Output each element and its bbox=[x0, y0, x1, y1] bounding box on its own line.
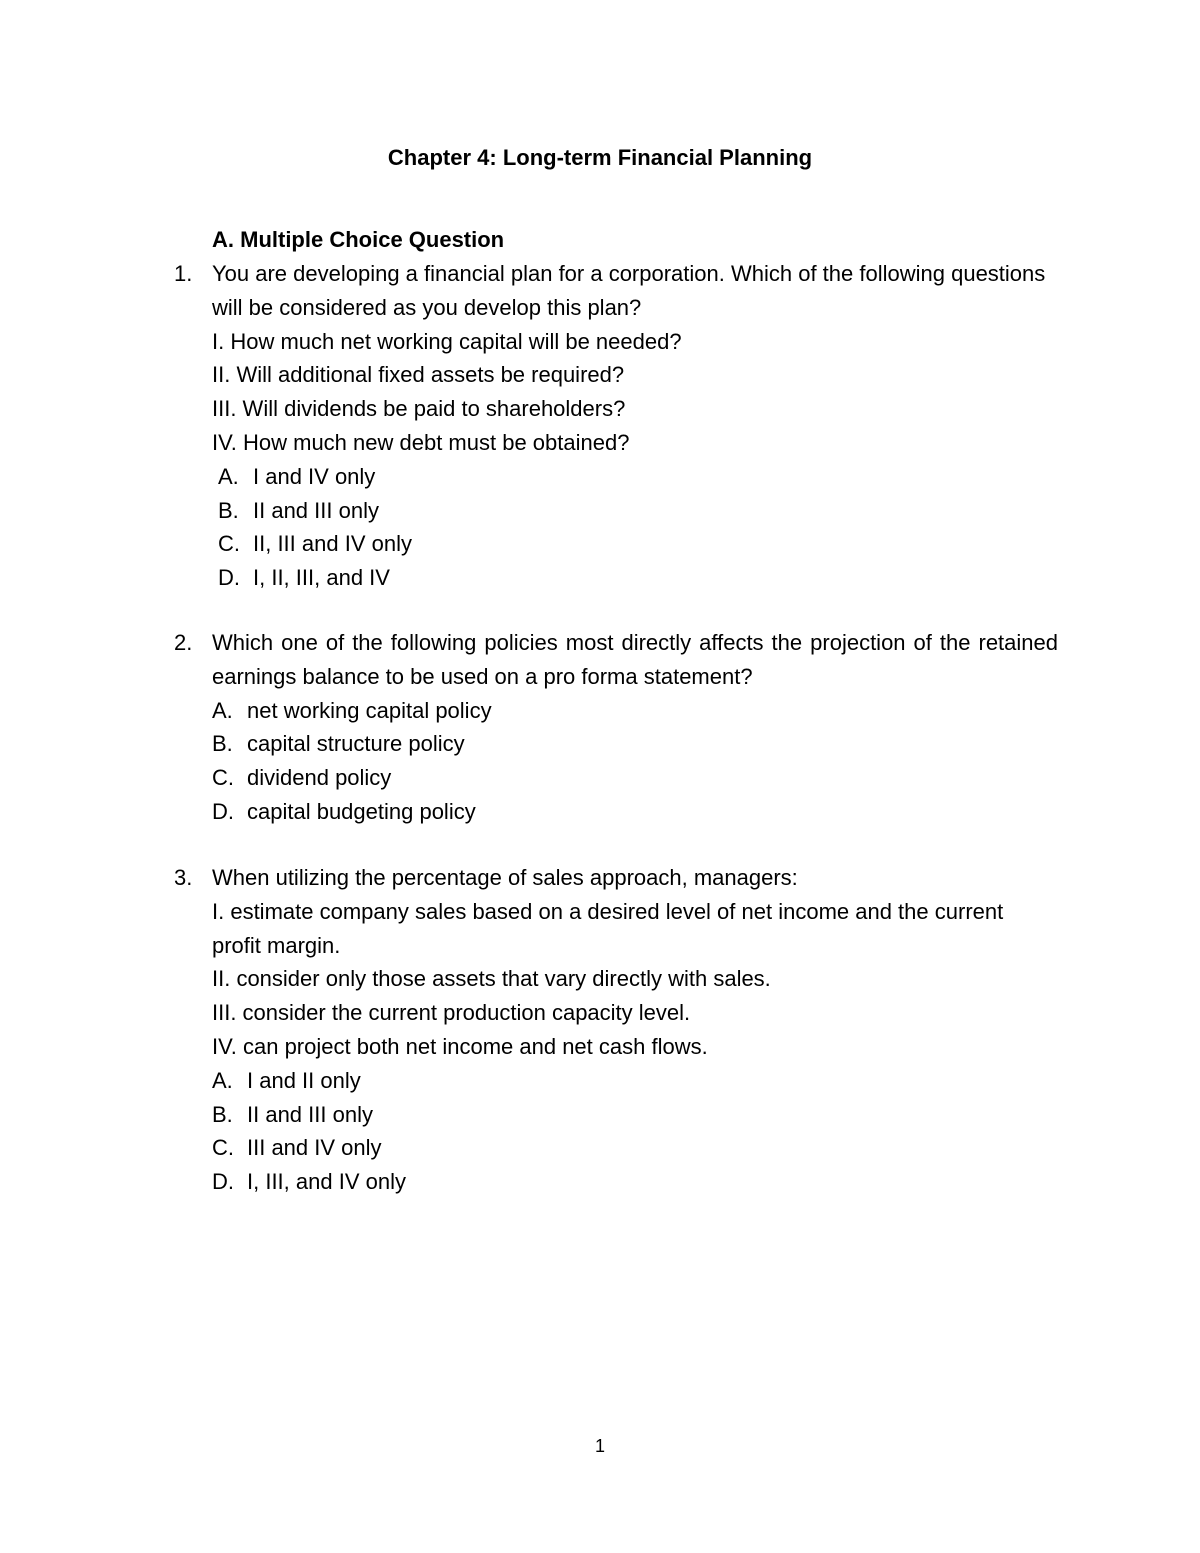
option-letter: A. bbox=[212, 1067, 233, 1093]
option-text: capital budgeting policy bbox=[247, 798, 476, 824]
answer-option bbox=[218, 460, 1058, 494]
option-letter: C. bbox=[212, 1135, 234, 1161]
question-3 bbox=[174, 861, 1058, 1199]
option-text: dividend policy bbox=[247, 765, 392, 791]
statement: IV. How much new debt must be obtained? bbox=[212, 429, 630, 455]
answer-option bbox=[218, 494, 1058, 528]
answer-option bbox=[212, 1165, 1058, 1199]
question-number: 2. bbox=[174, 630, 193, 655]
question-body bbox=[212, 861, 1058, 1199]
answer-option bbox=[218, 527, 1058, 561]
option-letter: B. bbox=[218, 497, 239, 523]
option-text: II, III and IV only bbox=[253, 531, 412, 557]
option-text: III and IV only bbox=[247, 1135, 382, 1161]
answer-option bbox=[212, 727, 1058, 761]
option-text: II and III only bbox=[247, 1101, 373, 1127]
question-2 bbox=[174, 626, 1058, 829]
option-text: I, III, and IV only bbox=[247, 1169, 406, 1195]
option-letter: C. bbox=[218, 531, 240, 557]
question-stem: You are developing a financial plan for a corporation. Which of the following questions will be considered as you develop this plan? bbox=[212, 261, 1046, 320]
question-number: 3. bbox=[174, 865, 193, 890]
answer-option bbox=[212, 1098, 1058, 1132]
option-letter: D. bbox=[212, 1169, 234, 1195]
statement: II. Will additional fixed assets be required? bbox=[212, 362, 625, 388]
option-text: capital structure policy bbox=[247, 731, 465, 757]
answer-option bbox=[212, 1131, 1058, 1165]
option-letter: B. bbox=[212, 731, 233, 757]
statement: I. How much net working capital will be needed? bbox=[212, 328, 682, 354]
answer-option bbox=[212, 1064, 1058, 1098]
section-heading: A. Multiple Choice Question bbox=[212, 227, 505, 252]
option-letter: C. bbox=[212, 765, 234, 791]
option-text: net working capital policy bbox=[247, 697, 492, 723]
answer-option bbox=[218, 561, 1058, 595]
option-letter: B. bbox=[212, 1101, 233, 1127]
option-text: I and II only bbox=[247, 1067, 361, 1093]
option-text: I, II, III, and IV bbox=[253, 565, 390, 591]
option-text: I and IV only bbox=[253, 463, 376, 489]
statement: III. consider the current production capacity level. bbox=[212, 1000, 691, 1026]
option-letter: D. bbox=[218, 565, 240, 591]
statement: IV. can project both net income and net cash flows. bbox=[212, 1033, 708, 1059]
page-number: 1 bbox=[594, 1436, 605, 1456]
option-letter: D. bbox=[212, 798, 234, 824]
statement: III. Will dividends be paid to shareholders? bbox=[212, 396, 626, 422]
question-1 bbox=[174, 257, 1058, 595]
question-body bbox=[212, 257, 1058, 595]
option-letter: A. bbox=[212, 697, 233, 723]
statement: II. consider only those assets that vary directly with sales. bbox=[212, 966, 771, 992]
question-number: 1. bbox=[174, 261, 193, 286]
question-stem: When utilizing the percentage of sales approach, managers: bbox=[212, 865, 798, 890]
answer-option bbox=[212, 761, 1058, 795]
question-stem: Which one of the following policies most directly affects the projection of the retained earnings balance to be used on a pro forma statement? bbox=[212, 630, 1058, 689]
option-text: II and III only bbox=[253, 497, 379, 523]
answer-option bbox=[212, 694, 1058, 728]
statement: I. estimate company sales based on a desired level of net income and the current profit margin. bbox=[212, 898, 1004, 958]
question-body bbox=[212, 626, 1058, 829]
document-title: Chapter 4: Long-term Financial Planning bbox=[387, 145, 813, 170]
answer-option bbox=[212, 795, 1058, 829]
option-letter: A. bbox=[218, 463, 239, 489]
